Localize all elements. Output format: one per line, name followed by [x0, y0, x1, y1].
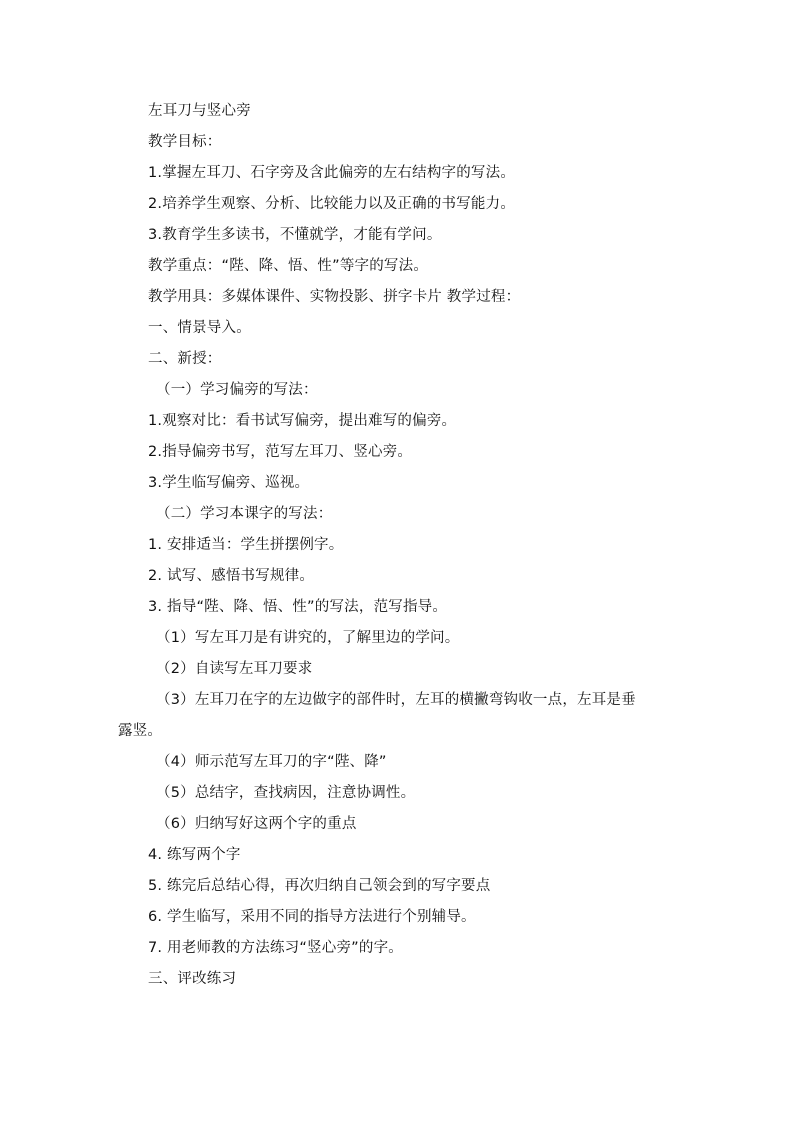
text-line: 5. 练完后总结心得，再次归纳自己领会到的写字要点 [148, 878, 491, 894]
text-line: 2.培养学生观察、分析、比较能力以及正确的书写能力。 [148, 196, 516, 212]
subsection-heading: （一）学习偏旁的写法： [156, 382, 318, 398]
section-heading: 三、评改练习 [148, 971, 237, 987]
section-heading: 一、情景导入。 [148, 320, 251, 336]
text-line: 教学重点：“陛、降、悟、性”等字的写法。 [148, 258, 429, 274]
text-line: 6. 学生临写，采用不同的指导方法进行个别辅导。 [148, 909, 476, 925]
text-line: 3.学生临写偏旁、巡视。 [148, 475, 310, 491]
text-line: 1. 安排适当：学生拼摆例字。 [148, 537, 344, 553]
text-line: 4. 练写两个字 [148, 847, 241, 863]
document-title: 左耳刀与竖心旁 [148, 103, 251, 119]
section-heading: 二、新授： [148, 351, 222, 367]
text-line: 2.指导偏旁书写，范写左耳刀、竖心旁。 [148, 444, 413, 460]
text-line: （4）师示范写左耳刀的字“陛、降” [156, 754, 387, 770]
text-line: 教学用具：多媒体课件、实物投影、拼字卡片 教学过程： [148, 289, 521, 305]
subsection-heading: （二）学习本课字的写法： [156, 506, 333, 522]
text-line: （1）写左耳刀是有讲究的，了解里边的学问。 [156, 630, 460, 646]
text-line: 1.掌握左耳刀、石字旁及含此偏旁的左右结构字的写法。 [148, 165, 516, 181]
text-line: 3.教育学生多读书，不懂就学，才能有学问。 [148, 227, 442, 243]
text-line: （3）左耳刀在字的左边做字的部件时，左耳的横撇弯钩收一点，左耳是垂 [156, 692, 636, 708]
text-line: 3. 指导“陛、降、悟、性”的写法，范写指导。 [148, 599, 448, 615]
section-heading-objectives: 教学目标： [148, 134, 222, 150]
text-line: 7. 用老师教的方法练习“竖心旁”的字。 [148, 940, 403, 956]
text-line: 1.观察对比：看书试写偏旁，提出难写的偏旁。 [148, 413, 457, 429]
text-line-continuation: 露竖。 [118, 723, 163, 739]
text-line: （6）归纳写好这两个字的重点 [156, 816, 357, 832]
text-line: （2）自读写左耳刀要求 [156, 661, 313, 677]
text-line: 2. 试写、感悟书写规律。 [148, 568, 315, 584]
text-line: （5）总结字，查找病因，注意协调性。 [156, 785, 416, 801]
